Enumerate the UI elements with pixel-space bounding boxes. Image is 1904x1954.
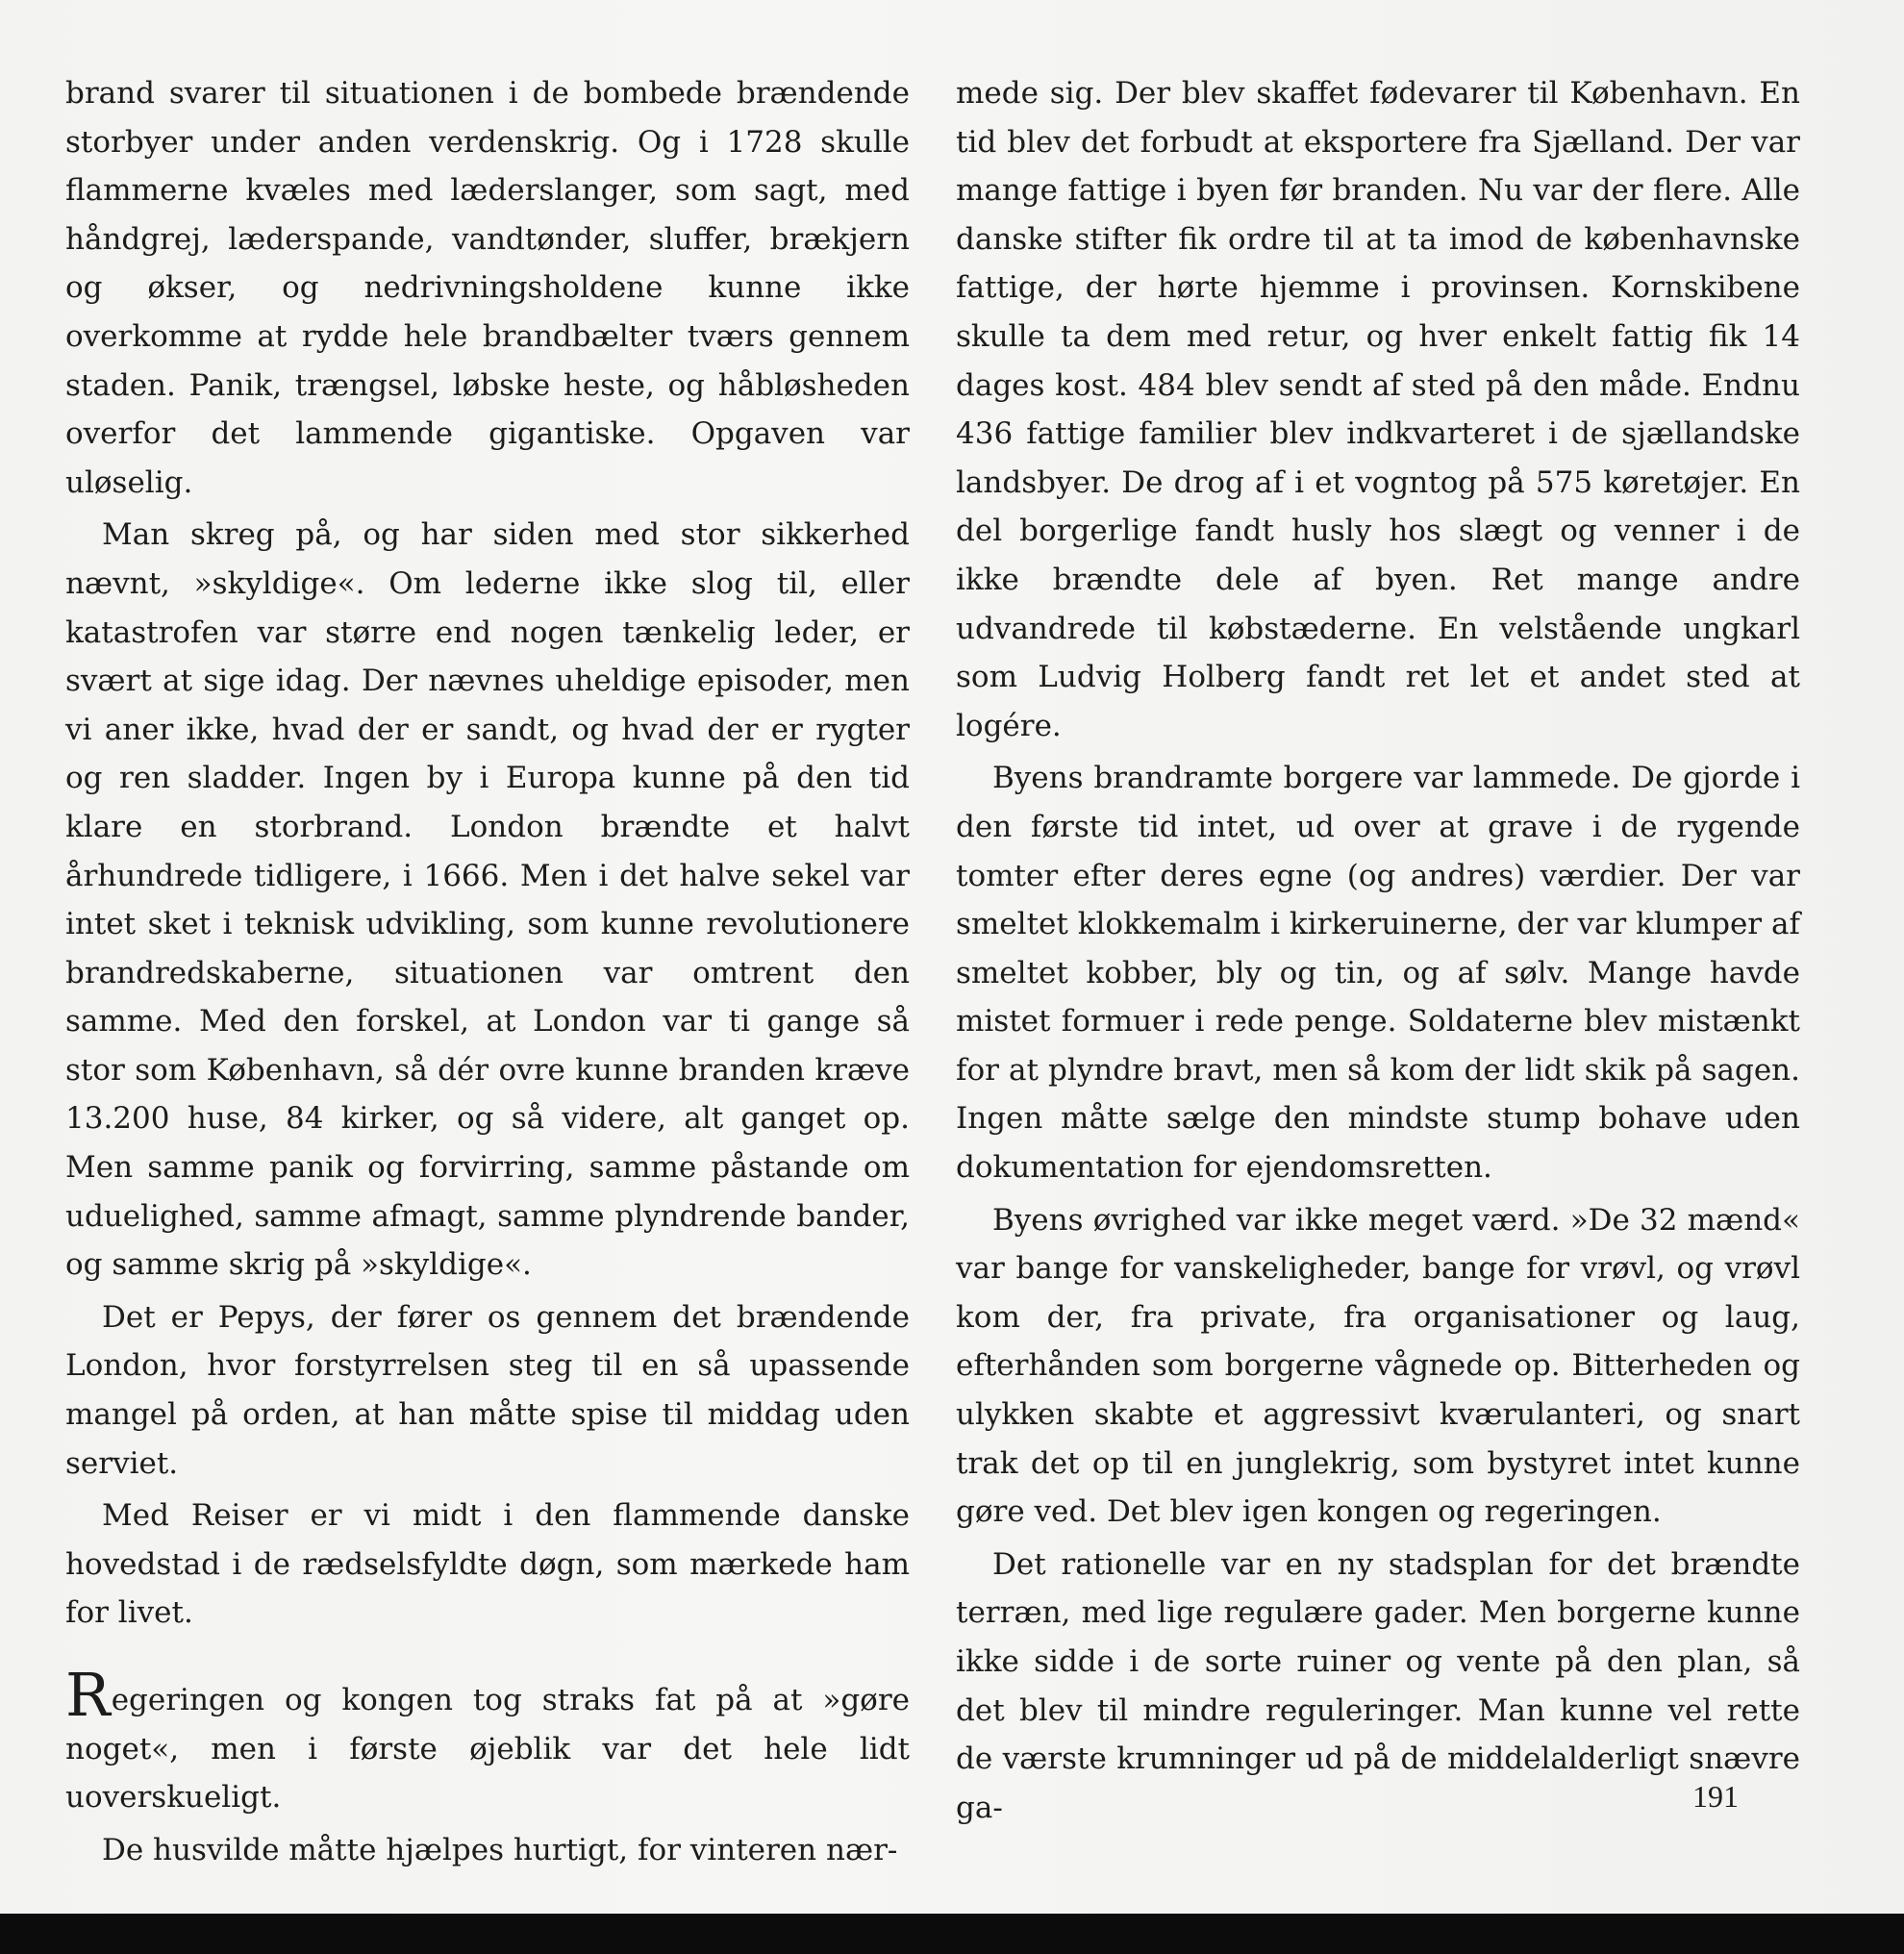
paragraph: Det rationelle var en ny stadsplan for det brændte terræn, med lige regulære gader. Men borgerne kunne ikke sidde i de sorte ruiner og vente på den plan, så det blev til mindre reguleringer. Man kunne vel rette de værste krumninger ud på de middelalderligt snævre ga- [956,1546,1800,1825]
paragraph: Byens øvrighed var ikke meget værd. »De 32 mænd« var bange for vanskeligheder, bange for vrøvl, og vrøvl kom der, fra private, fra organisationer og laug, efterhånden som borgerne vågnede op. Bitterheden og ulykken skabte et aggressivt kværulanteri, og snart trak det op til en junglekrig, som bystyret intet kunne gøre ved. Det blev igen kongen og regeringen. [956,1202,1800,1530]
page-number: 191 [1692,1779,1739,1814]
paragraph: brand svarer til situationen i de bombede brændende storbyer under anden verdenskrig. Og i 1728 skulle flammerne kvæles med læderslanger, som sagt, med håndgrej, læderspande, vandtønder, sluffer, brækjern og økser, og nedrivningsholdene kunne ikke overkomme at rydde hele brandbælter tværs gennem staden. Panik, trængsel, løbske heste, og håbløsheden overfor det lammende gigantiske. Opgaven var uløselig. [65,76,910,500]
paragraph: Det er Pepys, der fører os gennem det brændende London, hvor forstyrrelsen steg til en så upassende mangel på orden, at han måtte spise til middag uden serviet. [65,1299,910,1481]
section-start-paragraph [65,1660,910,1822]
paragraph-text: egeringen og kongen tog straks fat på at »gøre noget«, men i første øjeblik var det hele lidt uoverskueligt. [65,1683,910,1816]
paragraph: De husvilde måtte hjælpes hurtigt, for vinteren nær- [102,1832,898,1867]
page-edge-shadow [0,1914,1904,1954]
paragraph: Byens brandramte borgere var lammede. De gjorde i den første tid intet, ud over at grave i de rygende tomter efter deres egne (og andres) værdier. Der var smeltet klokkemalm i kirkeruinerne, der var klumper af smeltet kobber, bly og tin, og af sølv. Mange havde mistet formuer i rede penge. Soldaterne blev mistænkt for at plyndre bravt, men så kom der lidt skik på sagen. Ingen måtte sælge den mindste stump bohave uden dokumentation for ejendomsretten. [956,761,1800,1186]
drop-cap: R [65,1660,111,1730]
left-text-column [65,69,910,1878]
right-text-column [956,69,1800,1836]
paragraph: Man skreg på, og har siden med stor sikkerhed nævnt, »skyldige«. Om lederne ikke slog til, eller katastrofen var større end nogen tænkelig leder, er svært at sige idag. Der nævnes uheldige episoder, men vi aner ikke, hvad der er sandt, og hvad der er rygter og ren sladder. Ingen by i Europa kunne på den tid klare en storbrand. London brændte et halvt århundrede tidligere, i 1666. Men i det halve sekel var intet sket i teknisk udvikling, som kunne revolutionere brandredskaberne, situationen var omtrent den samme. Med den forskel, at London var ti gange så stor som København, så dér ovre kunne branden kræve 13.200 huse, 84 kirker, og så videre, alt ganget op. Men samme panik og forvirring, samme påstande om uduelighed, samme afmagt, samme plyndrende bander, og samme skrig på »skyldige«. [65,517,910,1283]
paragraph: mede sig. Der blev skaffet fødevarer til København. En tid blev det forbudt at eksportere fra Sjælland. Der var mange fattige i byen før branden. Nu var der flere. Alle danske stifter fik ordre til at ta imod de københavnske fattige, der hørte hjemme i provinsen. Kornskibene skulle ta dem med retur, og hver enkelt fattig fik 14 dages kost. 484 blev sendt af sted på den måde. Endnu 436 fattige familier blev indkvarteret i de sjællandske landsbyer. De drog af i et vogntog på 575 køretøjer. En del borgerlige fandt husly hos slægt og venner i de ikke brændte dele af byen. Ret mange andre udvandrede til købstæderne. En velstående ungkarl som Ludvig Holberg fandt ret let et andet sted at logére. [956,76,1800,743]
paragraph: Med Reiser er vi midt i den flammende danske hovedstad i de rædselsfyldte døgn, som mærkede ham for livet. [65,1498,910,1631]
